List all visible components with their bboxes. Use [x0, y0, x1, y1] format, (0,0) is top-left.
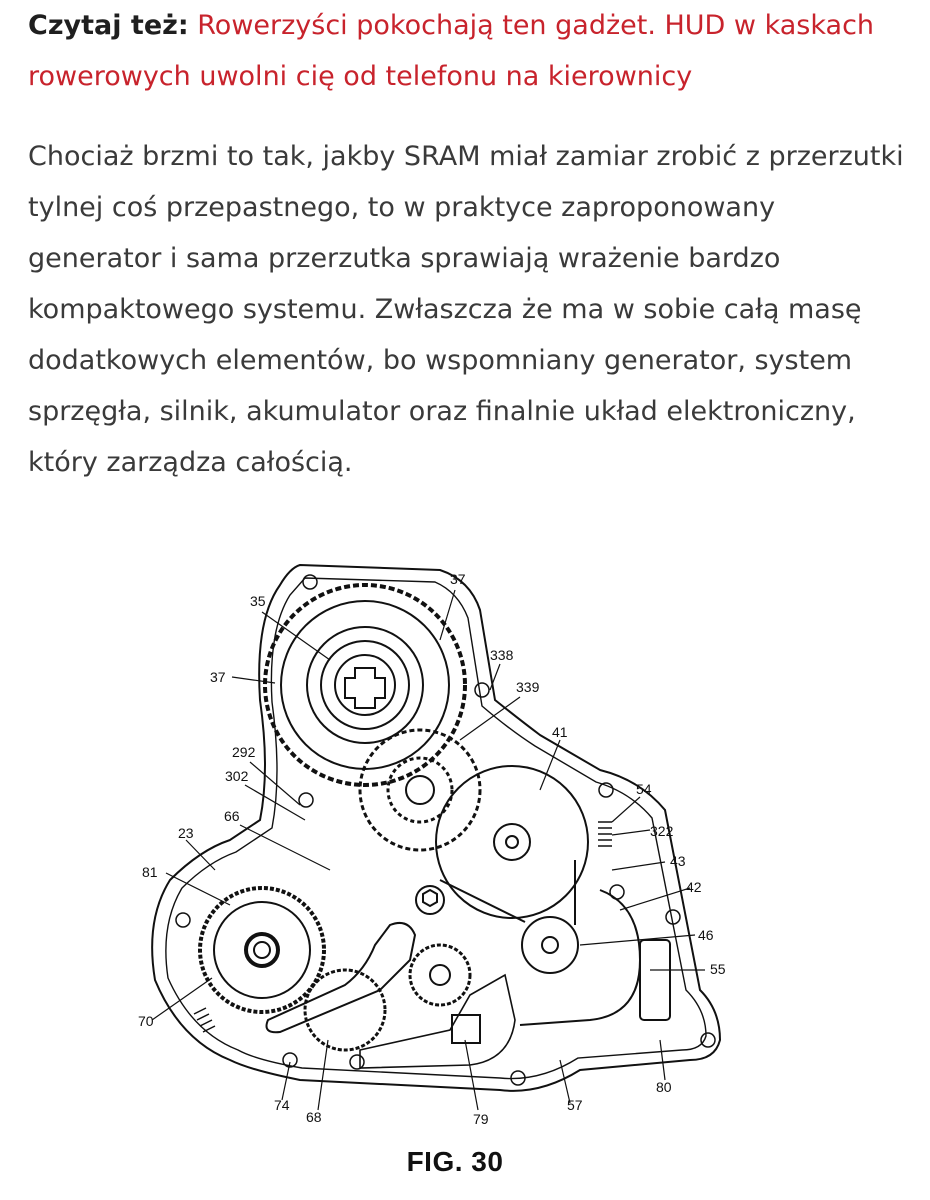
belt-upper — [440, 880, 525, 922]
article-paragraph: Chociaż brzmi to tak, jakby SRAM miał zamiar zrobić z przerzutki tylnej coś przepastnego, to w praktyce zaproponowany generator i sama przerzutka sprawiają wrażenie bardzo kompaktowego systemu. Zwłaszcza że ma w sobie całą masę dodatkowych elementów, bo wspomniany generator, system sprzęgła, silnik, akumulator oraz finalnie układ elektroniczny, który zarządza całością. — [28, 141, 904, 478]
circuit-board — [360, 975, 515, 1068]
label-57: 57 — [567, 1097, 583, 1113]
label-302: 302 — [225, 768, 249, 784]
label-66: 66 — [224, 808, 240, 824]
gear-37-outer — [265, 585, 465, 785]
figure-caption: FIG. 30 — [406, 1146, 504, 1177]
clutch-arm — [267, 923, 416, 1032]
clutch-gear-hub — [430, 965, 450, 985]
gear-339-inner — [406, 776, 434, 804]
label-43: 43 — [670, 853, 686, 869]
gear-37-cross — [345, 668, 385, 708]
label-81: 81 — [142, 864, 158, 880]
spring-54 — [598, 822, 612, 846]
label-339: 339 — [516, 679, 540, 695]
label-322: 322 — [650, 823, 674, 839]
clutch-gear — [410, 945, 470, 1005]
motor-disc-41 — [436, 766, 588, 918]
hex-bolt — [423, 890, 437, 906]
pulley-46-hub — [542, 937, 558, 953]
label-74: 74 — [274, 1097, 290, 1113]
patent-drawing — [0, 540, 930, 1200]
gear-70-outer — [200, 888, 324, 1012]
housing-outline — [152, 565, 720, 1091]
related-article — [28, 0, 908, 102]
related-article-link[interactable]: Rowerzyści pokochają ten gadżet. HUD w kaskach rowerowych uwolni cię od telefonu na kierownicy — [28, 10, 875, 92]
battery-pocket — [520, 890, 640, 1025]
label-35: 35 — [250, 593, 266, 609]
gear-70-ring — [214, 902, 310, 998]
gear-68 — [305, 970, 385, 1050]
gear-70-hub-inner — [254, 942, 270, 958]
label-80: 80 — [656, 1079, 672, 1095]
related-label: Czytaj też: — [28, 10, 189, 41]
label-338: 338 — [490, 647, 514, 663]
pulley-46 — [522, 917, 578, 973]
gear-37-hub-ring — [307, 627, 423, 743]
motor-hub — [494, 824, 530, 860]
label-292: 292 — [232, 744, 256, 760]
label-46: 46 — [698, 927, 714, 943]
label-41: 41 — [552, 724, 568, 740]
label-54: 54 — [636, 781, 652, 797]
label-42: 42 — [686, 879, 702, 895]
gear-70-hub — [246, 934, 278, 966]
label-23: 23 — [178, 825, 194, 841]
motor-hub-center — [506, 836, 518, 848]
label-37b: 37 — [210, 669, 226, 685]
label-55: 55 — [710, 961, 726, 977]
label-37a: 37 — [450, 571, 466, 587]
label-70: 70 — [138, 1013, 154, 1029]
spring-left — [194, 1008, 215, 1032]
label-68: 68 — [306, 1109, 322, 1125]
label-79: 79 — [473, 1111, 489, 1127]
connector-55 — [640, 940, 670, 1020]
